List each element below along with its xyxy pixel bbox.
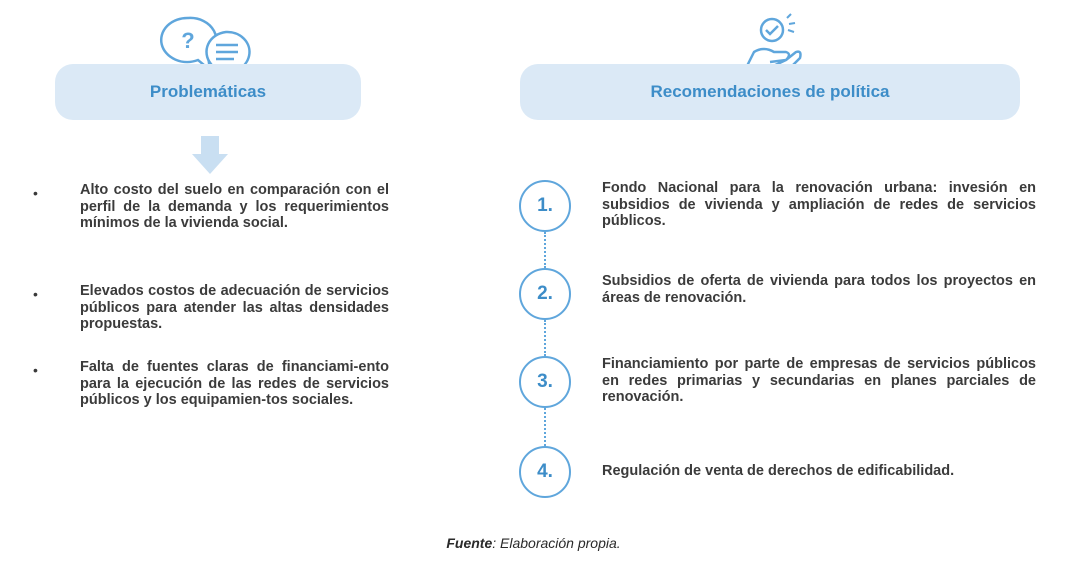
caption-label: Fuente	[446, 535, 493, 551]
step-number-label: 2.	[537, 283, 553, 304]
step-number-4	[519, 446, 571, 498]
problem-item-1: Alto costo del suelo en comparación con el perfil de la demanda y los requerimientos mínimos de la vivienda social.	[80, 182, 389, 231]
step-connector	[544, 408, 546, 446]
problem-item-3: Falta de fuentes claras de financiami-ento para la ejecución de las redes de servicios públicos y los equipamien-tos sociales.	[80, 359, 389, 408]
down-arrow-icon	[192, 136, 228, 176]
caption-text: : Elaboración propia.	[492, 535, 621, 551]
step-connector	[544, 232, 546, 268]
step-connector	[544, 320, 546, 356]
problematicas-header	[55, 64, 361, 120]
recommendation-item-1: Fondo Nacional para la renovación urbana: invesión en subsidios de vivienda y ampliación de redes de servicios públicos.	[602, 180, 1036, 229]
step-number-label: 1.	[537, 195, 553, 216]
bullet-marker: •	[33, 286, 38, 302]
step-number-2	[519, 268, 571, 320]
problem-item-2: Elevados costos de adecuación de servicios públicos para atender las altas densidades propuestas.	[80, 283, 389, 332]
recommendation-item-3: Financiamiento por parte de empresas de servicios públicos en redes primarias y secundarias en planes parciales de renovación.	[602, 356, 1036, 405]
step-number-label: 4.	[537, 461, 553, 482]
step-number-3	[519, 356, 571, 408]
recommendation-item-2: Subsidios de oferta de vivienda para todos los proyectos en áreas de renovación.	[602, 273, 1036, 306]
recomendaciones-header-label: Recomendaciones de política	[650, 82, 890, 101]
step-number-label: 3.	[537, 371, 553, 392]
svg-text:?: ?	[181, 28, 195, 53]
step-number-1	[519, 180, 571, 232]
source-caption	[0, 535, 1067, 551]
recommendation-item-4: Regulación de venta de derechos de edificabilidad.	[602, 463, 955, 479]
bullet-marker: •	[33, 362, 38, 378]
problematicas-header-label: Problemáticas	[149, 82, 267, 101]
recomendaciones-header	[520, 64, 1020, 120]
bullet-marker: •	[33, 185, 38, 201]
